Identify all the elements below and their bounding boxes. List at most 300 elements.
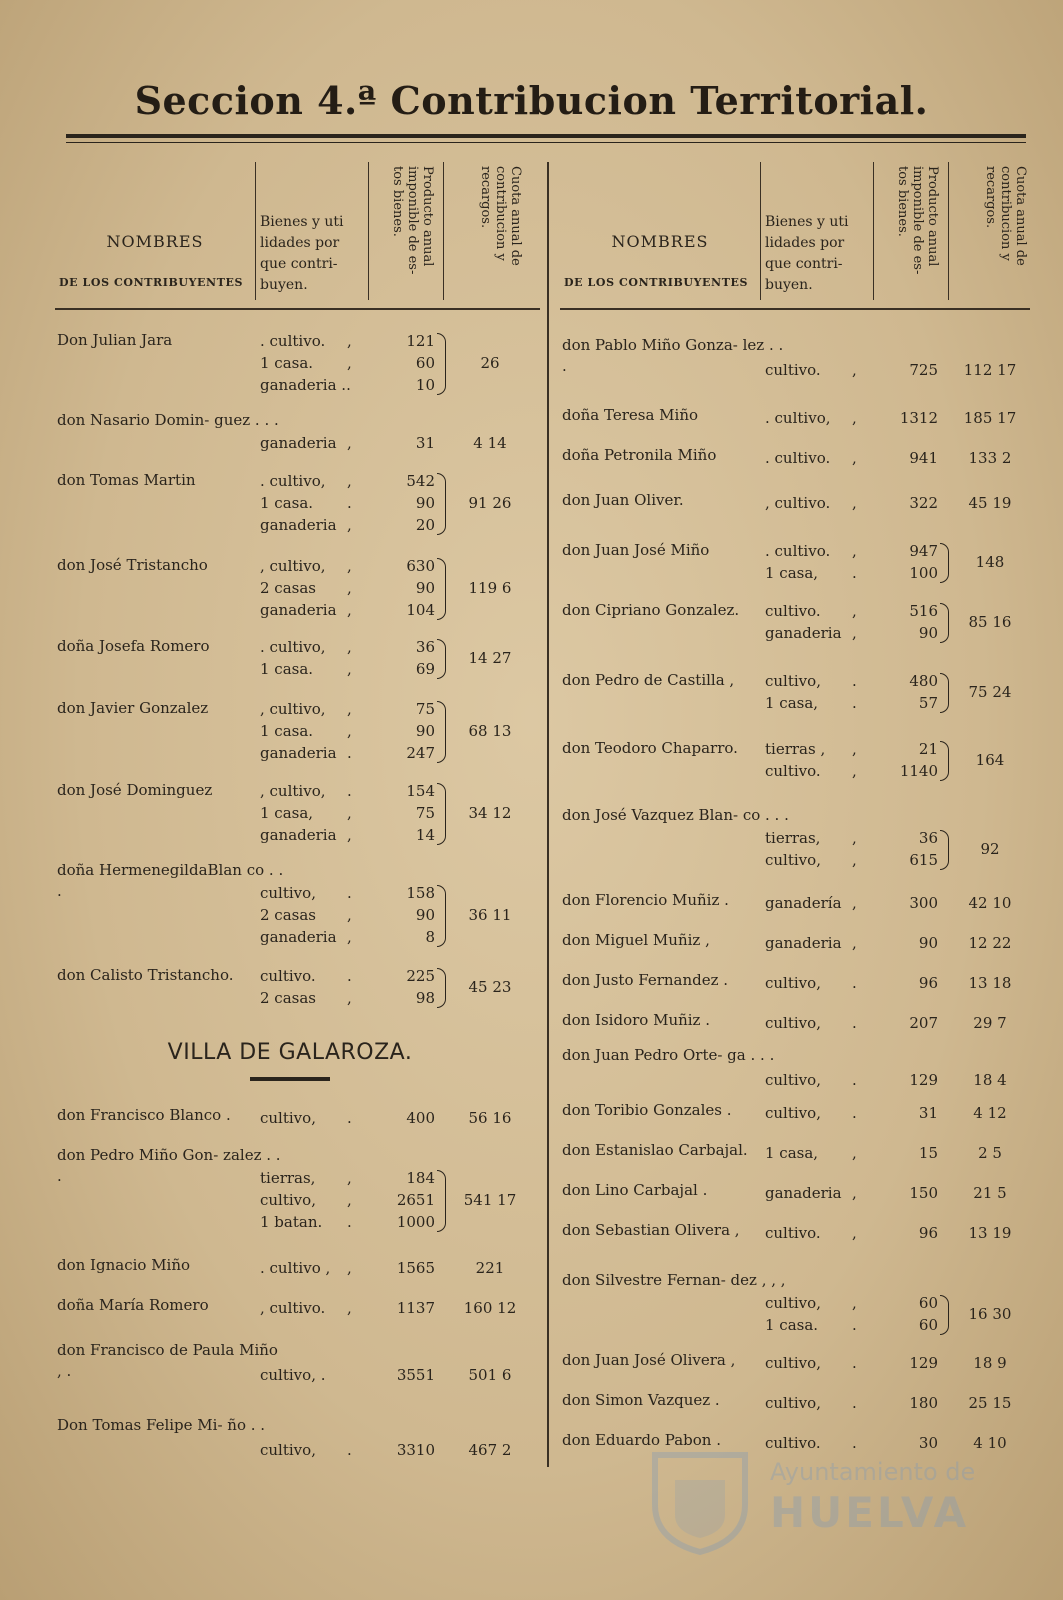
table-row	[560, 670, 1030, 714]
header-vline	[760, 162, 761, 300]
contributor-name: doña Teresa Miño	[562, 406, 699, 424]
contributor-name: doña Petronila Miño	[562, 446, 717, 464]
ditto-mark: .	[852, 1316, 857, 1334]
property-item: 1 casa,	[765, 564, 819, 582]
ditto-mark: ,	[852, 762, 857, 780]
table-row	[560, 970, 1030, 994]
bracket-icon	[437, 1170, 446, 1232]
bracket-icon	[940, 543, 949, 583]
contributor-name: don Ignacio Miño	[57, 1256, 191, 1274]
ditto-marks	[852, 972, 872, 994]
product-values	[373, 432, 435, 454]
quota-value: 164	[975, 751, 1005, 769]
property-item: 1 casa,	[765, 1144, 819, 1162]
ditto-marks	[852, 892, 872, 914]
bracket-icon	[437, 333, 446, 395]
property-item: cultivo.	[765, 1434, 821, 1452]
product-values	[878, 827, 938, 871]
property-item: cultivo,	[765, 974, 821, 992]
property-item: , cultivo,	[260, 782, 326, 800]
property-item: cultivo.	[260, 967, 316, 985]
property-item: cultivo,	[765, 1104, 821, 1122]
ditto-marks	[347, 698, 367, 764]
table-row	[560, 805, 1030, 871]
quota-value: 541 17	[463, 1191, 517, 1209]
contributor-name: don Juan Pedro Orte- ga . . .	[562, 1046, 775, 1064]
quota-value: 92	[980, 840, 1000, 858]
product-value: 516	[909, 602, 938, 620]
property-item: 1 casa.	[260, 722, 314, 740]
quota-value: 4 12	[973, 1104, 1007, 1122]
table-row	[55, 636, 540, 680]
product-value: 180	[909, 1394, 938, 1412]
table-row	[560, 1045, 1030, 1091]
contributor-name: don Silvestre Fernan- dez , , ,	[562, 1271, 786, 1289]
header-vline	[368, 162, 369, 300]
product-values	[878, 359, 938, 381]
property-item: . cultivo,	[260, 638, 326, 656]
ditto-mark: ,	[347, 928, 352, 946]
quota-value: 45 23	[468, 978, 512, 996]
ditto-marks	[852, 1222, 872, 1244]
product-value: 542	[406, 472, 435, 490]
quota-value: 221	[475, 1259, 505, 1277]
left-column	[55, 160, 540, 1459]
ditto-mark: ,	[347, 804, 352, 822]
product-values	[878, 892, 938, 914]
quota-value: 68 13	[468, 722, 512, 740]
ditto-mark: .	[347, 1213, 352, 1231]
ditto-marks	[852, 827, 872, 871]
contributor-name: don Florencio Muñiz .	[562, 891, 729, 909]
table-row	[560, 930, 1030, 954]
product-values	[373, 1107, 435, 1129]
column-divider	[547, 162, 549, 1467]
header-contribuyentes: DE LOS CONTRIBUYENTES	[59, 276, 244, 289]
property-item: 1 casa,	[765, 694, 819, 712]
quota-value: 185 17	[963, 409, 1017, 427]
product-value: 98	[415, 989, 435, 1007]
product-value: 20	[415, 516, 435, 534]
section-title-galaroza: VILLA DE GALAROZA.	[167, 1040, 413, 1065]
header-producto: Producto anual imponible de es- tos bienes.	[895, 166, 940, 275]
contributor-name: don Cipriano Gonzalez.	[562, 601, 740, 619]
property-item: ganaderia	[260, 601, 337, 619]
quota-value: 501 6	[468, 1366, 512, 1384]
product-value: 90	[918, 934, 938, 952]
property-item: . cultivo.	[765, 449, 831, 467]
header-cuota: Cuota anual de contribucion y recargos.	[983, 166, 1028, 266]
quota-value: 4 10	[973, 1434, 1007, 1452]
quota-value: 13 18	[968, 974, 1012, 992]
watermark-line2: HUELVA	[770, 1488, 970, 1537]
bracket-icon	[437, 885, 446, 947]
ditto-mark: ,	[852, 894, 857, 912]
ditto-mark: ,	[852, 602, 857, 620]
quota-value: 467 2	[468, 1441, 512, 1459]
contributor-name: don Miguel Muñiz ,	[562, 931, 710, 949]
table-header-right	[560, 160, 1030, 310]
bracket-icon	[940, 603, 949, 643]
product-value: 31	[918, 1104, 938, 1122]
ditto-marks	[852, 1352, 872, 1374]
quota-value: 29 7	[973, 1014, 1007, 1032]
quota-value: 25 15	[968, 1394, 1012, 1412]
property-item: ganaderia	[260, 434, 337, 452]
product-values	[878, 492, 938, 514]
product-value: 96	[918, 974, 938, 992]
product-values	[878, 1222, 938, 1244]
product-value: 207	[909, 1014, 938, 1032]
property-item: , cultivo,	[260, 557, 326, 575]
bracket-icon	[437, 473, 446, 535]
header-bienes: Bienes y uti lidades por que contri- buyen.	[765, 214, 849, 293]
header-contribuyentes: DE LOS CONTRIBUYENTES	[564, 276, 749, 289]
ditto-mark: ,	[852, 851, 857, 869]
table-row	[560, 1180, 1030, 1204]
ditto-mark: .	[852, 564, 857, 582]
header-vline	[443, 162, 444, 300]
contributor-name: Don Tomas Felipe Mi- ño . .	[57, 1416, 266, 1434]
ditto-mark: ,	[347, 906, 352, 924]
ditto-mark: ,	[852, 409, 857, 427]
property-item: ganaderia	[260, 516, 337, 534]
ditto-mark: ,	[852, 361, 857, 379]
property-item: . cultivo,	[765, 409, 831, 427]
ditto-mark	[347, 374, 367, 396]
ditto-marks	[347, 330, 367, 396]
ditto-mark: ,	[347, 557, 352, 575]
contributor-name: Don Julian Jara	[57, 331, 173, 349]
ditto-mark: ,	[347, 579, 352, 597]
product-values	[878, 407, 938, 429]
header-bienes: Bienes y uti lidades por que contri- buyen.	[260, 214, 344, 293]
product-values	[373, 1297, 435, 1319]
ditto-mark: .	[347, 1109, 352, 1127]
contributor-name: don Juan José Miño	[562, 541, 710, 559]
product-value: 69	[415, 660, 435, 678]
table-row	[55, 1295, 540, 1319]
ditto-mark: ,	[347, 434, 352, 452]
contributor-name: don Pedro Miño Gon- zalez . . .	[57, 1146, 281, 1185]
property-item: cultivo.	[765, 1224, 821, 1242]
product-value: 57	[918, 694, 938, 712]
property-item: cultivo,	[765, 1394, 821, 1412]
ditto-mark: .	[852, 1071, 857, 1089]
contributor-name: don Javier Gonzalez	[57, 699, 209, 717]
product-value: 154	[406, 782, 435, 800]
property-item: cultivo,	[260, 1109, 316, 1127]
bracket-icon	[940, 830, 949, 870]
property-item: . cultivo,	[260, 472, 326, 490]
table-row	[560, 890, 1030, 914]
product-value: 3310	[396, 1441, 435, 1459]
ditto-mark: .	[852, 1104, 857, 1122]
bracket-icon	[437, 783, 446, 845]
quota-value: 119 6	[468, 579, 512, 597]
ditto-marks	[852, 492, 872, 514]
property-item: cultivo.	[765, 602, 821, 620]
table-row	[55, 555, 540, 621]
ditto-marks	[347, 470, 367, 536]
header-cuota: Cuota anual de contribucion y recargos.	[478, 166, 523, 266]
table-row	[55, 1105, 540, 1129]
product-value: 129	[909, 1354, 938, 1372]
property-item: 1 casa.	[260, 494, 314, 512]
product-value: 104	[406, 601, 435, 619]
table-row	[55, 698, 540, 764]
product-value: 941	[909, 449, 938, 467]
product-values	[878, 1069, 938, 1091]
ditto-marks	[347, 1107, 367, 1129]
quota-value: 160 12	[463, 1299, 517, 1317]
product-value: 1000	[396, 1213, 435, 1231]
property-item: tierras,	[260, 1169, 316, 1187]
product-value: 90	[415, 906, 435, 924]
table-row	[560, 1350, 1030, 1374]
product-value: 90	[415, 722, 435, 740]
property-item: 1 casa.	[260, 354, 314, 372]
product-values	[878, 932, 938, 954]
product-value: 322	[909, 494, 938, 512]
table-header-left	[55, 160, 540, 310]
product-value: 75	[415, 700, 435, 718]
contributor-name: don Juan Oliver.	[562, 491, 684, 509]
product-values	[373, 470, 435, 536]
header-vline	[255, 162, 256, 300]
ditto-mark: ,	[347, 660, 352, 678]
quota-value: 56 16	[468, 1109, 512, 1127]
bracket-icon	[437, 558, 446, 620]
ditto-mark: ,	[347, 332, 352, 350]
ditto-marks	[852, 600, 872, 644]
contributor-name: don Tomas Martin	[57, 471, 196, 489]
ditto-mark: ,	[852, 829, 857, 847]
table-row	[560, 490, 1030, 514]
ditto-mark	[347, 1364, 367, 1386]
ditto-mark: ,	[852, 449, 857, 467]
property-item: cultivo,	[765, 672, 821, 690]
property-item: cultivo,	[260, 1191, 316, 1209]
ditto-mark: .	[852, 672, 857, 690]
quota-value: 45 19	[968, 494, 1012, 512]
contributor-name: don Francisco Blanco .	[57, 1106, 231, 1124]
quota-value: 112 17	[963, 361, 1017, 379]
ditto-mark: .	[852, 1394, 857, 1412]
contributor-name: don Simon Vazquez .	[562, 1391, 720, 1409]
table-row	[560, 600, 1030, 644]
table-row	[560, 445, 1030, 469]
ditto-marks	[347, 882, 367, 948]
ditto-marks	[852, 447, 872, 469]
quota-value: 34 12	[468, 804, 512, 822]
ditto-mark: ,	[347, 700, 352, 718]
table-row	[560, 1270, 1030, 1336]
quota-value: 4 14	[473, 434, 507, 452]
contributor-name: doña María Romero	[57, 1296, 209, 1314]
ditto-marks	[852, 407, 872, 429]
ditto-marks	[347, 780, 367, 846]
ditto-marks	[852, 670, 872, 714]
product-values	[878, 1182, 938, 1204]
contributor-name: don Francisco de Paula Miño , .	[57, 1341, 278, 1380]
ditto-marks	[852, 738, 872, 782]
ditto-marks	[852, 1069, 872, 1091]
contributor-name: don Pedro de Castilla ,	[562, 671, 735, 689]
contributor-name: don Teodoro Chaparro.	[562, 739, 738, 757]
ditto-mark: .	[347, 744, 352, 762]
quota-value: 75 24	[968, 683, 1012, 701]
ditto-mark: ,	[347, 1299, 352, 1317]
ditto-mark: ,	[852, 740, 857, 758]
product-value: 60	[415, 354, 435, 372]
ditto-marks	[347, 1167, 367, 1233]
ditto-mark: ,	[852, 1294, 857, 1312]
product-values	[373, 1167, 435, 1233]
quota-value: 36 11	[468, 906, 512, 924]
table-row	[55, 1255, 540, 1279]
property-item: ganaderia	[260, 744, 337, 762]
ditto-marks	[852, 540, 872, 584]
contributor-name: don Lino Carbajal .	[562, 1181, 708, 1199]
bracket-icon	[437, 639, 446, 679]
ditto-mark: ,	[347, 1259, 352, 1277]
ditto-marks	[347, 1297, 367, 1319]
product-value: 90	[415, 494, 435, 512]
ditto-mark: ,	[852, 624, 857, 642]
property-item: cultivo.	[765, 762, 821, 780]
ditto-marks	[852, 1142, 872, 1164]
property-item: cultivo,	[765, 1071, 821, 1089]
bracket-icon	[437, 701, 446, 763]
contributor-name: don Nasario Domin- guez . . .	[57, 411, 279, 429]
product-values	[878, 1392, 938, 1414]
ditto-mark: ,	[347, 826, 352, 844]
product-value: 14	[415, 826, 435, 844]
quota-value: 133 2	[968, 449, 1012, 467]
page-title: Seccion 4.ª Contribucion Territorial.	[134, 78, 929, 123]
table-row	[55, 1415, 540, 1461]
ditto-mark: .	[347, 967, 352, 985]
product-values	[373, 882, 435, 948]
ditto-marks	[852, 1292, 872, 1336]
product-value: 121	[406, 332, 435, 350]
property-item: ganaderia ..	[260, 376, 351, 394]
property-item: 2 casas	[260, 906, 316, 924]
product-values	[878, 972, 938, 994]
ditto-marks	[852, 932, 872, 954]
product-values	[373, 1364, 435, 1386]
quota-value: 13 19	[968, 1224, 1012, 1242]
header-vline	[873, 162, 874, 300]
table-row	[560, 335, 1030, 381]
quota-value: 91 26	[468, 494, 512, 512]
property-item: 1 casa.	[765, 1316, 819, 1334]
property-item: ganaderia	[765, 934, 842, 952]
product-value: 947	[909, 542, 938, 560]
product-value: 150	[909, 1184, 938, 1202]
product-value: 60	[918, 1316, 938, 1334]
property-item: cultivo,	[260, 884, 316, 902]
product-values	[373, 965, 435, 1009]
product-value: 90	[415, 579, 435, 597]
product-value: 75	[415, 804, 435, 822]
product-value: 3551	[396, 1366, 435, 1384]
ditto-mark: .	[347, 782, 352, 800]
ditto-marks	[347, 636, 367, 680]
ditto-mark: ,	[347, 722, 352, 740]
contributor-name: don Pablo Miño Gonza- lez . . .	[562, 336, 784, 375]
product-value: 1312	[899, 409, 938, 427]
ditto-mark: ,	[852, 1224, 857, 1242]
ditto-marks	[347, 1257, 367, 1279]
ditto-marks	[852, 1012, 872, 1034]
product-values	[373, 698, 435, 764]
product-values	[878, 447, 938, 469]
table-row	[55, 1340, 540, 1386]
product-values	[373, 330, 435, 396]
ditto-mark: .	[852, 1014, 857, 1032]
ditto-marks	[347, 1439, 367, 1461]
product-value: 480	[909, 672, 938, 690]
contributor-name: don José Vazquez Blan- co . . .	[562, 806, 789, 824]
property-item: 1 casa,	[260, 804, 314, 822]
table-row	[560, 1140, 1030, 1164]
property-item: ganaderia	[765, 1184, 842, 1202]
ditto-mark: ,	[852, 934, 857, 952]
contributor-name: doña Josefa Romero	[57, 637, 210, 655]
ditto-mark: ,	[347, 354, 352, 372]
bracket-icon	[940, 1295, 949, 1335]
product-values	[373, 636, 435, 680]
contributor-name: don Sebastian Olivera ,	[562, 1221, 740, 1239]
property-item: cultivo,	[765, 1354, 821, 1372]
product-value: 15	[918, 1144, 938, 1162]
property-item: . cultivo ,	[260, 1259, 331, 1277]
property-item: cultivo.	[765, 361, 821, 379]
property-item: ganaderia	[260, 826, 337, 844]
product-values	[878, 738, 938, 782]
product-value: 1137	[396, 1299, 435, 1317]
contributor-name: don Eduardo Pabon .	[562, 1431, 721, 1449]
ditto-mark: ,	[852, 1144, 857, 1162]
product-value: 184	[406, 1169, 435, 1187]
ditto-marks	[347, 555, 367, 621]
product-values	[373, 555, 435, 621]
quota-value: 18 4	[973, 1071, 1007, 1089]
product-value: 36	[415, 638, 435, 656]
ditto-marks	[347, 965, 367, 1009]
table-row	[560, 1100, 1030, 1124]
product-value: 615	[909, 851, 938, 869]
product-value: 2651	[396, 1191, 435, 1209]
contributor-name: doña HermenegildaBlan co . . .	[57, 861, 284, 900]
product-value: 8	[425, 928, 435, 946]
product-values	[878, 1292, 938, 1336]
contributor-name: don Estanislao Carbajal.	[562, 1141, 748, 1159]
product-values	[878, 1352, 938, 1374]
ditto-marks	[852, 359, 872, 381]
quota-value: 12 22	[968, 934, 1012, 952]
product-values	[373, 1257, 435, 1279]
quota-value: 26	[480, 354, 500, 372]
product-values	[878, 540, 938, 584]
quota-value: 18 9	[973, 1354, 1007, 1372]
product-value: 129	[909, 1071, 938, 1089]
property-item: cultivo,	[260, 1441, 316, 1459]
ditto-mark: ,	[347, 516, 352, 534]
table-row	[55, 1145, 540, 1233]
